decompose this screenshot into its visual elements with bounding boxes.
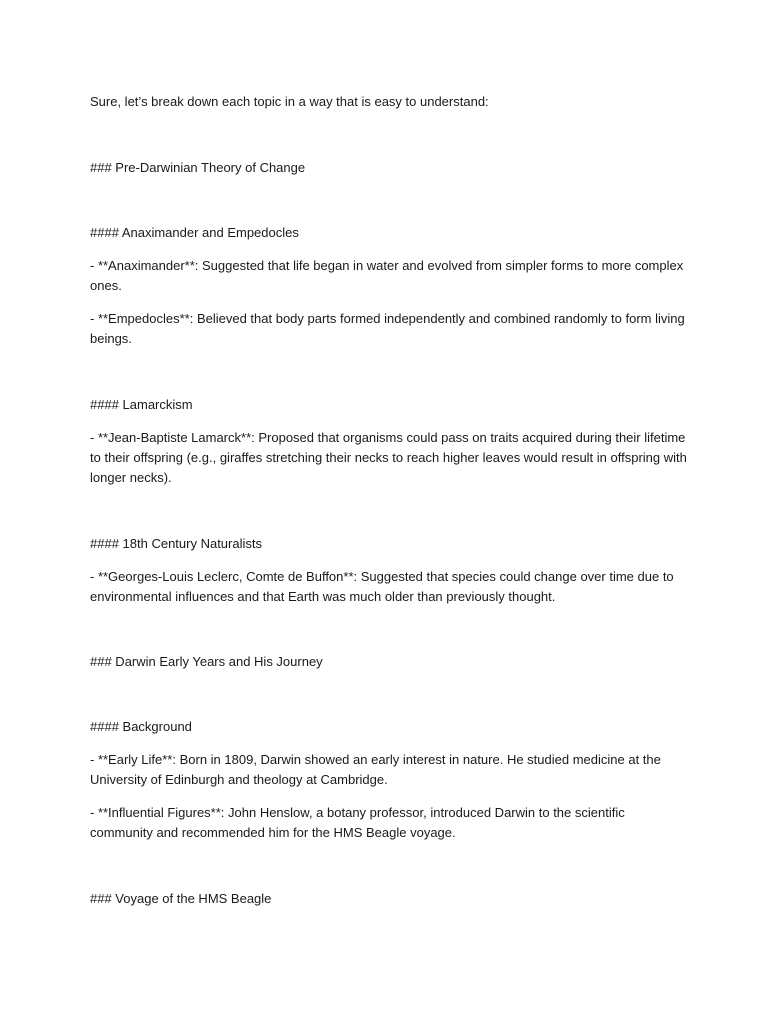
paragraph-influential-figures: - **Influential Figures**: John Henslow, a botany professor, introduced Darwin to the scientific community and recommended him for the HMS Beagle voyage. xyxy=(90,805,625,840)
heading-anaximander-empedocles: #### Anaximander and Empedocles xyxy=(90,225,299,240)
heading-naturalists: #### 18th Century Naturalists xyxy=(90,536,262,551)
paragraph-anaximander: - **Anaximander**: Suggested that life began in water and evolved from simpler forms to more complex ones. xyxy=(90,258,684,293)
heading-lamarckism: #### Lamarckism xyxy=(90,397,193,412)
heading-darwin-early-years: ### Darwin Early Years and His Journey xyxy=(90,654,323,669)
intro-text: Sure, let’s break down each topic in a way that is easy to understand: xyxy=(90,94,489,109)
paragraph-early-life: - **Early Life**: Born in 1809, Darwin showed an early interest in nature. He studied medicine at the University of Edinburgh and theology at Cambridge. xyxy=(90,752,661,787)
heading-pre-darwinian: ### Pre-Darwinian Theory of Change xyxy=(90,160,306,175)
paragraph-empedocles: - **Empedocles**: Believed that body parts formed independently and combined randomly to form living beings. xyxy=(90,311,685,346)
heading-voyage-beagle: ### Voyage of the HMS Beagle xyxy=(90,891,272,906)
paragraph-lamarck: - **Jean-Baptiste Lamarck**: Proposed that organisms could pass on traits acquired during their lifetime to their offspring (e.g., giraffes stretching their necks to reach higher leaves would result in offspring with longer necks). xyxy=(90,430,687,485)
paragraph-buffon: - **Georges-Louis Leclerc, Comte de Buffon**: Suggested that species could change over time due to environmental influences and that Earth was much older than previously thought. xyxy=(90,569,674,604)
heading-background: #### Background xyxy=(90,719,192,734)
